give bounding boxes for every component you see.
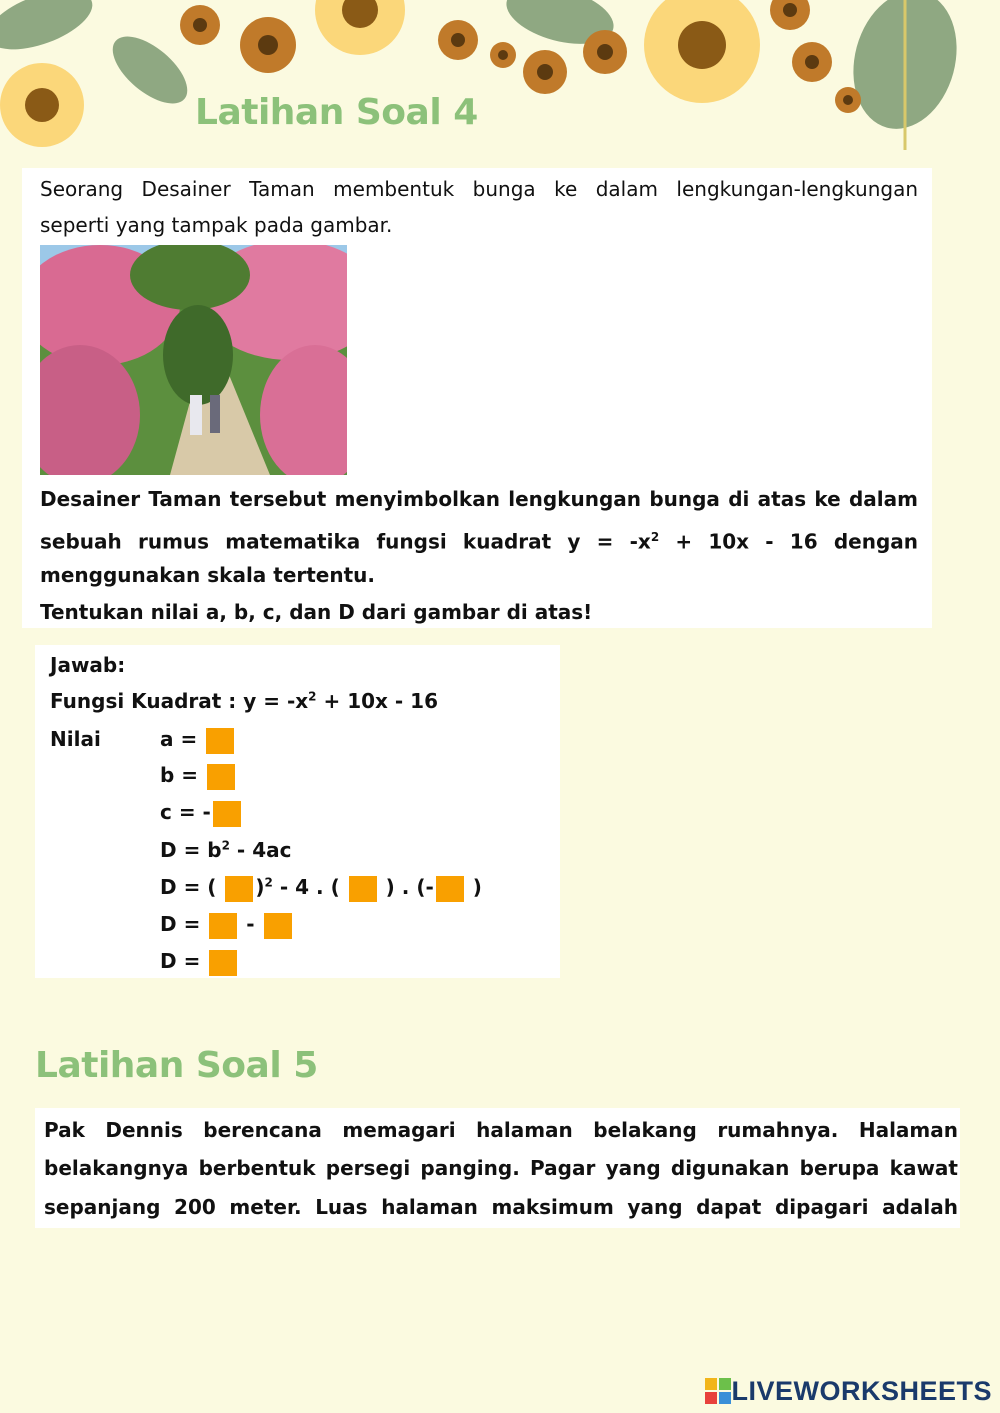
answer-label: Jawab:	[50, 653, 126, 677]
blank-b-input[interactable]	[207, 764, 235, 790]
soal4-desc-line2: sebuah rumus matematika fungsi kuadrat $y = -x^2 + 10x - 16$ dengan	[40, 529, 918, 554]
blank-d-step1-input[interactable]	[209, 913, 237, 939]
soal4-intro-line1: Seorang Desainer Taman membentuk bunga ke dalam lengkungan-lengkungan	[40, 177, 918, 201]
liveworksheets-logo[interactable]	[705, 1375, 992, 1407]
soal5-line2: belakangnya berbentuk persegi panging. Pagar yang digunakan berupa kawat	[44, 1156, 958, 1180]
blank-d-final-input[interactable]	[209, 950, 237, 976]
blank-c-input[interactable]	[213, 801, 241, 827]
floral-header-decoration	[0, 0, 1000, 160]
row-d-step: D = -	[160, 912, 294, 939]
row-d-substitution: D = ( )$^2$ - 4 . ( ) . (- )	[160, 875, 482, 902]
soal5-title: Latihan Soal 5	[35, 1045, 318, 1086]
nilai-label: Nilai	[50, 727, 101, 751]
answer-function: Fungsi Kuadrat : $y = -x^2 + 10x - 16$	[50, 689, 438, 713]
row-a: a =	[160, 727, 236, 754]
blank-d-b-input[interactable]	[225, 876, 253, 902]
soal4-title: Latihan Soal 4	[195, 92, 478, 133]
blank-d-c-input[interactable]	[436, 876, 464, 902]
soal4-question: Tentukan nilai a, b, c, dan D dari gambar di atas!	[40, 600, 593, 624]
soal5-line1: Pak Dennis berencana memagari halaman belakang rumahnya. Halaman	[44, 1118, 958, 1142]
blank-d-step2-input[interactable]	[264, 913, 292, 939]
blank-a-input[interactable]	[206, 728, 234, 754]
brand-name: LIVEWORKSHEETS	[731, 1375, 992, 1406]
row-d-formula: $D = b^2 - 4ac$	[160, 838, 292, 862]
soal5-line3: sepanjang 200 meter. Luas halaman maksimum yang dapat dipagari adalah	[44, 1195, 958, 1219]
soal4-intro-line2: seperti yang tampak pada gambar.	[40, 213, 393, 237]
liveworksheets-icon	[705, 1378, 731, 1404]
rose-garden-photo	[40, 245, 347, 475]
blank-d-a-input[interactable]	[349, 876, 377, 902]
soal4-desc-line1: Desainer Taman tersebut menyimbolkan lengkungan bunga di atas ke dalam	[40, 487, 918, 511]
soal4-desc-line3: menggunakan skala tertentu.	[40, 563, 376, 587]
row-c: c = -	[160, 800, 243, 827]
row-b: b =	[160, 763, 237, 790]
row-d-final: D =	[160, 949, 239, 976]
